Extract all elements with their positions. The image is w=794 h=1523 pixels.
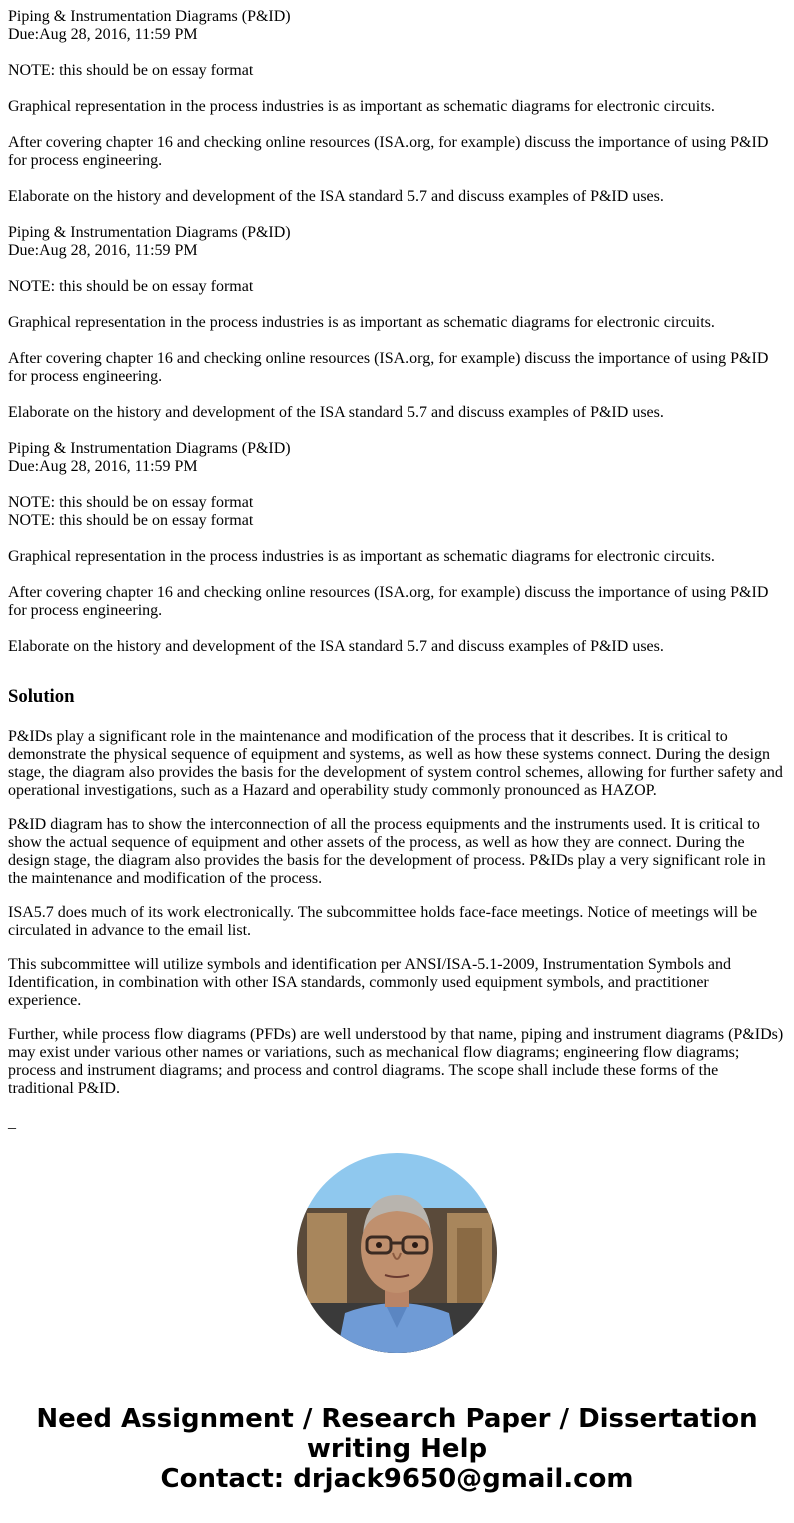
promo-banner — [0, 1404, 794, 1494]
question-title: Piping & Instrumentation Diagrams (P&ID) — [8, 440, 291, 457]
promo-line: writing Help — [306, 1434, 488, 1464]
essay-note: NOTE: this should be on essay format — [8, 494, 254, 511]
due-date: Due:Aug 28, 2016, 11:59 PM — [8, 242, 198, 259]
question-paragraph: Elaborate on the history and development of the ISA standard 5.7 and discuss examples of P&ID uses. — [8, 638, 664, 655]
promo-contact: Contact: drjack9650@gmail.com — [160, 1464, 634, 1494]
right-eye — [412, 1242, 418, 1248]
essay-note: NOTE: this should be on essay format — [8, 62, 254, 79]
solution-heading: Solution — [8, 686, 75, 707]
question-paragraph: After covering chapter 16 and checking online resources (ISA.org, for example) discuss the importance of using P&ID for process engineering. — [8, 350, 769, 385]
essay-note: NOTE: this should be on essay format — [8, 278, 254, 295]
solution-paragraph: P&IDs play a significant role in the maintenance and modification of the process that it describes. It is critical to demonstrate the physical sequence of equipment and systems, as well as how these systems connect. During the design stage, the diagram also provides the basis for the development of system control schemes, allowing for further safety and operational investigations, such as a Hazard and operability study commonly pronounced as HAZOP. — [8, 728, 783, 799]
question-block — [8, 224, 786, 260]
solution-paragraph: ISA5.7 does much of its work electronically. The subcommittee holds face-face meetings. Notice of meetings will be circulated in advance to the email list. — [8, 904, 758, 939]
left-eye — [376, 1242, 382, 1248]
question-title: Piping & Instrumentation Diagrams (P&ID) — [8, 224, 291, 241]
door-panel — [457, 1228, 482, 1308]
trailing-mark: _ — [8, 1114, 16, 1131]
question-block — [8, 440, 786, 476]
question-paragraph: Graphical representation in the process industries is as important as schematic diagrams for electronic circuits. — [8, 98, 715, 115]
author-photo-illustration — [297, 1153, 497, 1353]
question-block — [8, 8, 786, 44]
promo-line: Need Assignment / Research Paper / Dissertation — [36, 1404, 758, 1434]
question-title: Piping & Instrumentation Diagrams (P&ID) — [8, 8, 291, 25]
question-paragraph: Elaborate on the history and development of the ISA standard 5.7 and discuss examples of P&ID uses. — [8, 188, 664, 205]
question-paragraph: Elaborate on the history and development of the ISA standard 5.7 and discuss examples of P&ID uses. — [8, 404, 664, 421]
question-paragraph: Graphical representation in the process industries is as important as schematic diagrams for electronic circuits. — [8, 314, 715, 331]
essay-note: NOTE: this should be on essay format — [8, 512, 254, 529]
essay-notes — [8, 494, 786, 530]
solution-paragraph: This subcommittee will utilize symbols and identification per ANSI/ISA-5.1-2009, Instrumentation Symbols and Identification, in combination with other ISA standards, commonly used equipment symbols, and practitioner experience. — [8, 956, 732, 1009]
question-paragraph: Graphical representation in the process industries is as important as schematic diagrams for electronic circuits. — [8, 548, 715, 565]
solution-paragraph: Further, while process flow diagrams (PFDs) are well understood by that name, piping and instrument diagrams (P&IDs) may exist under various other names or variations, such as mechanical flow diagrams; engineering flow diagrams; process and instrument diagrams; and process and control diagrams. The scope shall include these forms of the traditional P&ID. — [8, 1026, 784, 1097]
author-photo — [297, 1153, 497, 1353]
solution-paragraph: P&ID diagram has to show the interconnection of all the process equipments and the instruments used. It is critical to show the actual sequence of equipment and other assets of the process, as well as how they are connect. During the design stage, the diagram also provides the basis for the development of process. P&IDs play a very significant role in the maintenance and modification of the process. — [8, 816, 766, 887]
question-paragraph: After covering chapter 16 and checking online resources (ISA.org, for example) discuss the importance of using P&ID for process engineering. — [8, 584, 769, 619]
question-paragraph: After covering chapter 16 and checking online resources (ISA.org, for example) discuss the importance of using P&ID for process engineering. — [8, 134, 769, 169]
due-date: Due:Aug 28, 2016, 11:59 PM — [8, 458, 198, 475]
due-date: Due:Aug 28, 2016, 11:59 PM — [8, 26, 198, 43]
